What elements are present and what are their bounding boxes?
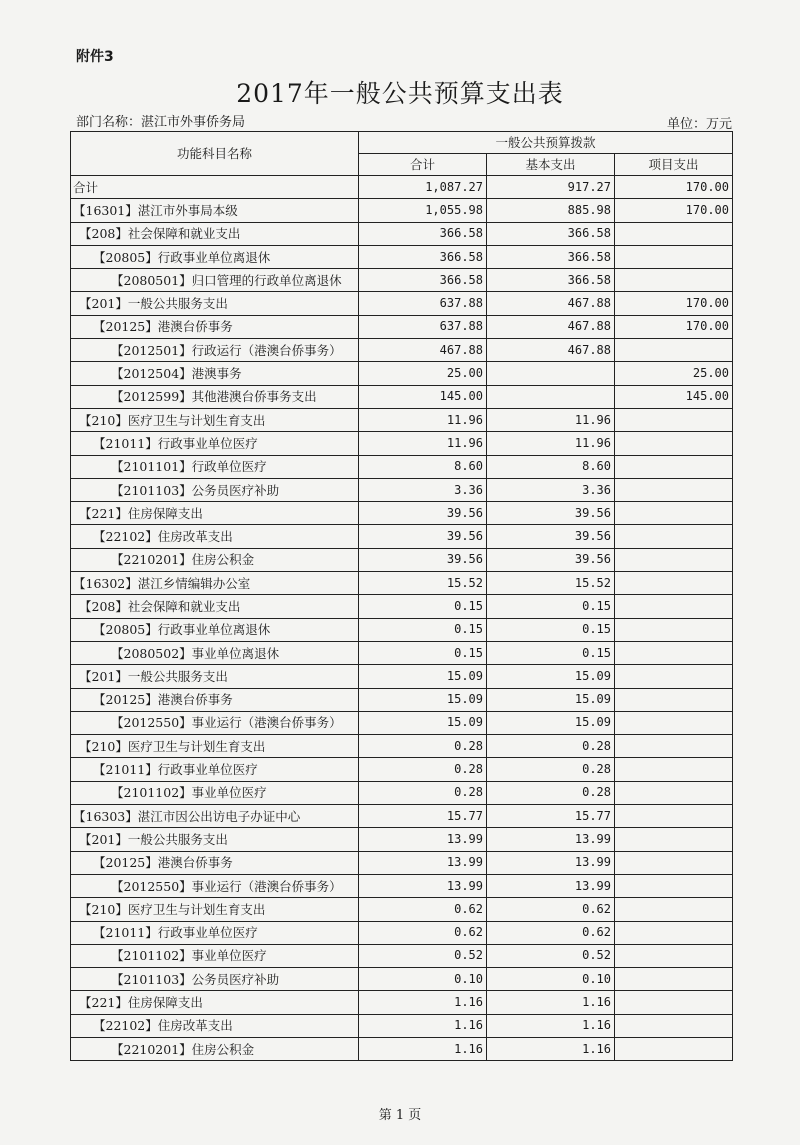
row-name-cell: 【2012550】事业运行（港澳台侨事务）	[71, 874, 359, 897]
row-project-cell	[615, 618, 733, 641]
header-basic: 基本支出	[487, 154, 615, 176]
row-total-cell: 1,055.98	[359, 199, 487, 222]
row-basic-cell: 467.88	[487, 315, 615, 338]
row-total-cell: 467.88	[359, 339, 487, 362]
row-basic-cell: 13.99	[487, 851, 615, 874]
row-total-cell: 637.88	[359, 315, 487, 338]
row-name-cell: 【16301】湛江市外事局本级	[71, 199, 359, 222]
table-row	[71, 385, 733, 408]
row-basic-cell: 13.99	[487, 874, 615, 897]
row-name-cell: 【20805】行政事业单位离退休	[71, 245, 359, 268]
row-project-cell	[615, 735, 733, 758]
row-name-cell: 【16302】湛江乡情编辑办公室	[71, 572, 359, 595]
row-project-cell: 145.00	[615, 385, 733, 408]
row-basic-cell: 15.09	[487, 711, 615, 734]
table-row	[71, 245, 733, 268]
row-project-cell	[615, 222, 733, 245]
header-project: 项目支出	[615, 154, 733, 176]
row-project-cell: 170.00	[615, 315, 733, 338]
table-row	[71, 362, 733, 385]
row-basic-cell: 39.56	[487, 525, 615, 548]
row-name-cell: 【20805】行政事业单位离退休	[71, 618, 359, 641]
row-total-cell: 0.28	[359, 735, 487, 758]
row-project-cell	[615, 1037, 733, 1060]
row-project-cell	[615, 805, 733, 828]
row-project-cell: 170.00	[615, 199, 733, 222]
row-name-cell: 【2101102】事业单位医疗	[71, 781, 359, 804]
row-project-cell	[615, 665, 733, 688]
table-row	[71, 968, 733, 991]
row-basic-cell: 0.15	[487, 595, 615, 618]
table-row	[71, 781, 733, 804]
row-total-cell: 1.16	[359, 1014, 487, 1037]
row-basic-cell	[487, 385, 615, 408]
row-name-cell: 【22102】住房改革支出	[71, 1014, 359, 1037]
row-name-cell: 【210】医疗卫生与计划生育支出	[71, 898, 359, 921]
row-name-cell: 【2210201】住房公积金	[71, 1037, 359, 1060]
table-row	[71, 1037, 733, 1060]
row-name-cell: 【221】住房保障支出	[71, 502, 359, 525]
table-row	[71, 874, 733, 897]
row-total-cell: 366.58	[359, 245, 487, 268]
row-name-cell: 【201】一般公共服务支出	[71, 292, 359, 315]
row-project-cell	[615, 874, 733, 897]
row-basic-cell: 3.36	[487, 478, 615, 501]
row-project-cell	[615, 478, 733, 501]
row-project-cell	[615, 572, 733, 595]
row-total-cell: 366.58	[359, 222, 487, 245]
table-row	[71, 432, 733, 455]
row-basic-cell: 0.15	[487, 618, 615, 641]
table-row	[71, 525, 733, 548]
row-project-cell	[615, 502, 733, 525]
row-name-cell: 【22102】住房改革支出	[71, 525, 359, 548]
table-row	[71, 828, 733, 851]
row-project-cell: 25.00	[615, 362, 733, 385]
row-basic-cell: 0.15	[487, 641, 615, 664]
row-project-cell	[615, 968, 733, 991]
row-basic-cell: 15.77	[487, 805, 615, 828]
row-basic-cell: 885.98	[487, 199, 615, 222]
row-name-cell: 【2080501】归口管理的行政单位离退休	[71, 269, 359, 292]
row-project-cell	[615, 269, 733, 292]
header-category: 功能科目名称	[71, 132, 359, 176]
row-basic-cell: 467.88	[487, 339, 615, 362]
row-total-cell: 11.96	[359, 408, 487, 431]
row-basic-cell: 366.58	[487, 222, 615, 245]
row-project-cell	[615, 548, 733, 571]
table-row	[71, 502, 733, 525]
row-total-cell: 145.00	[359, 385, 487, 408]
row-total-cell: 13.99	[359, 828, 487, 851]
header-group: 一般公共预算拨款	[359, 132, 733, 154]
row-project-cell	[615, 991, 733, 1014]
row-name-cell: 【21011】行政事业单位医疗	[71, 921, 359, 944]
row-basic-cell: 0.52	[487, 944, 615, 967]
row-basic-cell: 8.60	[487, 455, 615, 478]
header-row-1	[71, 132, 733, 154]
table-row	[71, 315, 733, 338]
unit-label: 单位：万元	[666, 117, 732, 132]
row-total-cell: 3.36	[359, 478, 487, 501]
table-row	[71, 898, 733, 921]
row-total-cell: 15.09	[359, 711, 487, 734]
table-row	[71, 595, 733, 618]
row-total-cell: 0.62	[359, 921, 487, 944]
row-project-cell: 170.00	[615, 292, 733, 315]
row-name-cell: 【2012501】行政运行（港澳台侨事务）	[71, 339, 359, 362]
page-title: 2017年一般公共预算支出表	[236, 79, 564, 108]
row-basic-cell: 467.88	[487, 292, 615, 315]
table-row	[71, 1014, 733, 1037]
row-name-cell: 【201】一般公共服务支出	[71, 828, 359, 851]
row-total-cell: 0.28	[359, 758, 487, 781]
row-basic-cell: 0.28	[487, 758, 615, 781]
row-basic-cell: 0.28	[487, 735, 615, 758]
row-name-cell: 【2101103】公务员医疗补助	[71, 478, 359, 501]
row-total-cell: 637.88	[359, 292, 487, 315]
row-total-cell: 0.15	[359, 618, 487, 641]
row-name-cell: 【208】社会保障和就业支出	[71, 222, 359, 245]
row-basic-cell: 15.09	[487, 665, 615, 688]
table-row	[71, 991, 733, 1014]
row-total-cell: 0.28	[359, 781, 487, 804]
table-row	[71, 572, 733, 595]
row-name-cell: 【20125】港澳台侨事务	[71, 688, 359, 711]
row-total-cell: 366.58	[359, 269, 487, 292]
row-name-cell: 【20125】港澳台侨事务	[71, 315, 359, 338]
row-project-cell	[615, 828, 733, 851]
row-project-cell	[615, 525, 733, 548]
row-project-cell	[615, 944, 733, 967]
row-total-cell: 0.15	[359, 595, 487, 618]
row-name-cell: 【210】医疗卫生与计划生育支出	[71, 408, 359, 431]
row-name-cell: 合计	[71, 176, 359, 199]
row-project-cell	[615, 921, 733, 944]
table-row	[71, 292, 733, 315]
row-basic-cell: 0.28	[487, 781, 615, 804]
row-total-cell: 15.77	[359, 805, 487, 828]
row-total-cell: 13.99	[359, 851, 487, 874]
table-row	[71, 735, 733, 758]
row-total-cell: 25.00	[359, 362, 487, 385]
row-basic-cell: 13.99	[487, 828, 615, 851]
row-name-cell: 【2101101】行政单位医疗	[71, 455, 359, 478]
row-name-cell: 【208】社会保障和就业支出	[71, 595, 359, 618]
row-basic-cell: 15.52	[487, 572, 615, 595]
row-basic-cell	[487, 362, 615, 385]
row-project-cell	[615, 688, 733, 711]
row-project-cell	[615, 432, 733, 455]
row-project-cell	[615, 711, 733, 734]
row-basic-cell: 917.27	[487, 176, 615, 199]
row-project-cell	[615, 408, 733, 431]
table-row	[71, 408, 733, 431]
row-project-cell	[615, 758, 733, 781]
table-row	[71, 921, 733, 944]
row-total-cell: 1,087.27	[359, 176, 487, 199]
table-row	[71, 269, 733, 292]
row-project-cell	[615, 641, 733, 664]
department-name: 部门名称：湛江市外事侨务局	[76, 115, 246, 130]
row-name-cell: 【16303】湛江市因公出访电子办证中心	[71, 805, 359, 828]
row-name-cell: 【2080502】事业单位离退休	[71, 641, 359, 664]
table-row	[71, 339, 733, 362]
table-row	[71, 222, 733, 245]
row-total-cell: 15.52	[359, 572, 487, 595]
row-total-cell: 0.15	[359, 641, 487, 664]
row-project-cell	[615, 898, 733, 921]
row-project-cell	[615, 245, 733, 268]
row-basic-cell: 39.56	[487, 502, 615, 525]
row-basic-cell: 1.16	[487, 991, 615, 1014]
row-name-cell: 【2012599】其他港澳台侨事务支出	[71, 385, 359, 408]
row-basic-cell: 39.56	[487, 548, 615, 571]
row-total-cell: 1.16	[359, 991, 487, 1014]
attachment-label: 附件3	[76, 49, 114, 65]
row-basic-cell: 0.10	[487, 968, 615, 991]
row-total-cell: 0.10	[359, 968, 487, 991]
row-project-cell	[615, 1014, 733, 1037]
row-basic-cell: 1.16	[487, 1014, 615, 1037]
table-row	[71, 944, 733, 967]
row-name-cell: 【221】住房保障支出	[71, 991, 359, 1014]
table-row	[71, 688, 733, 711]
row-project-cell	[615, 339, 733, 362]
table-row	[71, 618, 733, 641]
row-basic-cell: 11.96	[487, 408, 615, 431]
row-total-cell: 0.52	[359, 944, 487, 967]
row-name-cell: 【201】一般公共服务支出	[71, 665, 359, 688]
row-total-cell: 15.09	[359, 665, 487, 688]
table-row	[71, 548, 733, 571]
row-basic-cell: 0.62	[487, 898, 615, 921]
table-row	[71, 176, 733, 199]
row-name-cell: 【2101103】公务员医疗补助	[71, 968, 359, 991]
row-total-cell: 13.99	[359, 874, 487, 897]
row-total-cell: 1.16	[359, 1037, 487, 1060]
table-row	[71, 455, 733, 478]
table-row	[71, 199, 733, 222]
row-name-cell: 【2210201】住房公积金	[71, 548, 359, 571]
row-total-cell: 39.56	[359, 525, 487, 548]
budget-table-body	[71, 132, 733, 1061]
row-name-cell: 【20125】港澳台侨事务	[71, 851, 359, 874]
table-row	[71, 665, 733, 688]
row-total-cell: 39.56	[359, 502, 487, 525]
row-name-cell: 【2012504】港澳事务	[71, 362, 359, 385]
table-row	[71, 711, 733, 734]
row-basic-cell: 11.96	[487, 432, 615, 455]
budget-table	[70, 131, 733, 1061]
table-row	[71, 758, 733, 781]
row-name-cell: 【2012550】事业运行（港澳台侨事务）	[71, 711, 359, 734]
row-project-cell	[615, 455, 733, 478]
page-number: 第 1 页	[378, 1108, 422, 1123]
table-row	[71, 641, 733, 664]
row-total-cell: 39.56	[359, 548, 487, 571]
row-total-cell: 8.60	[359, 455, 487, 478]
header-total: 合计	[359, 154, 487, 176]
row-project-cell	[615, 595, 733, 618]
row-basic-cell: 1.16	[487, 1037, 615, 1060]
row-name-cell: 【21011】行政事业单位医疗	[71, 758, 359, 781]
row-project-cell	[615, 781, 733, 804]
row-name-cell: 【21011】行政事业单位医疗	[71, 432, 359, 455]
row-total-cell: 15.09	[359, 688, 487, 711]
row-project-cell	[615, 851, 733, 874]
row-basic-cell: 366.58	[487, 245, 615, 268]
row-project-cell: 170.00	[615, 176, 733, 199]
row-total-cell: 0.62	[359, 898, 487, 921]
row-basic-cell: 15.09	[487, 688, 615, 711]
table-row	[71, 805, 733, 828]
row-name-cell: 【2101102】事业单位医疗	[71, 944, 359, 967]
row-name-cell: 【210】医疗卫生与计划生育支出	[71, 735, 359, 758]
table-row	[71, 478, 733, 501]
row-basic-cell: 0.62	[487, 921, 615, 944]
table-row	[71, 851, 733, 874]
row-basic-cell: 366.58	[487, 269, 615, 292]
row-total-cell: 11.96	[359, 432, 487, 455]
